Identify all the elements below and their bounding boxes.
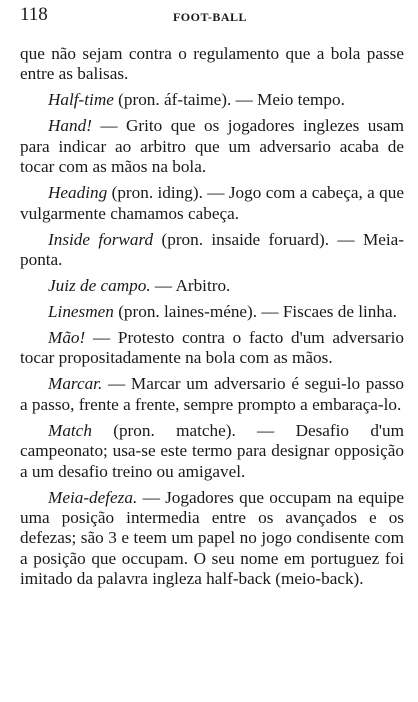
entry-text: — Jogadores que occupam na equipe uma posição intermedia entre os avançados e os defezas; são 3 e teem um papel no jogo condisente com a posição que occupam. O seu nome em portuguez foi imitado da palavra ingleza half-back (meio-back). bbox=[20, 487, 404, 589]
entry-text: (pron. iding). — Jogo com a cabeça, a que vulgarmente chamamos cabeça. bbox=[20, 183, 404, 223]
glossary-entry-continuation bbox=[20, 44, 404, 85]
glossary-body bbox=[20, 44, 404, 595]
entry-text: (pron. áf-taime). — Meio tempo. bbox=[113, 90, 345, 110]
entry-text: — Marcar um adversario é segui-lo passo a passo, frente a frente, sempre prompto a embaraça-lo. bbox=[20, 374, 404, 414]
entry-text: — Arbitro. bbox=[150, 276, 231, 296]
entry-term: Inside forward bbox=[48, 229, 154, 249]
glossary-entry-meia-defeza bbox=[20, 488, 404, 590]
entry-term: Mão! bbox=[48, 328, 86, 348]
glossary-entry-linesmen bbox=[20, 302, 404, 322]
entry-term: Hand! bbox=[48, 116, 92, 136]
glossary-entry-heading bbox=[20, 183, 404, 224]
entry-term: Linesmen bbox=[48, 302, 114, 322]
glossary-entry-hand bbox=[20, 116, 404, 177]
entry-term: Meia-defeza. bbox=[48, 487, 138, 507]
entry-text: (pron. laines-méne). — Fiscaes de linha. bbox=[113, 302, 397, 322]
running-head: FOOT-BALL bbox=[172, 10, 248, 24]
entry-text: que não sejam contra o regulamento que a bola passe entre as balisas. bbox=[20, 44, 404, 84]
glossary-entry-mao bbox=[20, 328, 404, 369]
entry-text: — Grito que os jogadores inglezes usam para indicar ao arbitro que um adversario acaba de tocar com as mãos na bola. bbox=[20, 116, 404, 177]
page-header bbox=[20, 4, 400, 28]
entry-text: (pron. matche). — Desafio d'um campeonato; usa-se este termo para designar opposição a um desafio treino ou amigavel. bbox=[20, 420, 404, 481]
entry-term: Match bbox=[48, 420, 92, 440]
glossary-entry-marcar bbox=[20, 374, 404, 415]
glossary-entry-half-time bbox=[20, 90, 404, 110]
entry-text: — Protesto contra o facto d'um adversario tocar propositadamente na bola com as mãos. bbox=[20, 328, 404, 368]
page-number: 118 bbox=[20, 4, 48, 25]
entry-text: (pron. insaide foruard). — Meia-ponta. bbox=[20, 229, 404, 270]
glossary-entry-match bbox=[20, 421, 404, 482]
glossary-entry-inside-forward bbox=[20, 230, 404, 271]
entry-term: Marcar. bbox=[48, 374, 103, 394]
glossary-entry-juiz-de-campo bbox=[20, 276, 404, 296]
entry-term: Heading bbox=[48, 183, 108, 203]
entry-term: Juiz de campo. bbox=[48, 276, 151, 296]
entry-term: Half-time bbox=[48, 90, 114, 110]
